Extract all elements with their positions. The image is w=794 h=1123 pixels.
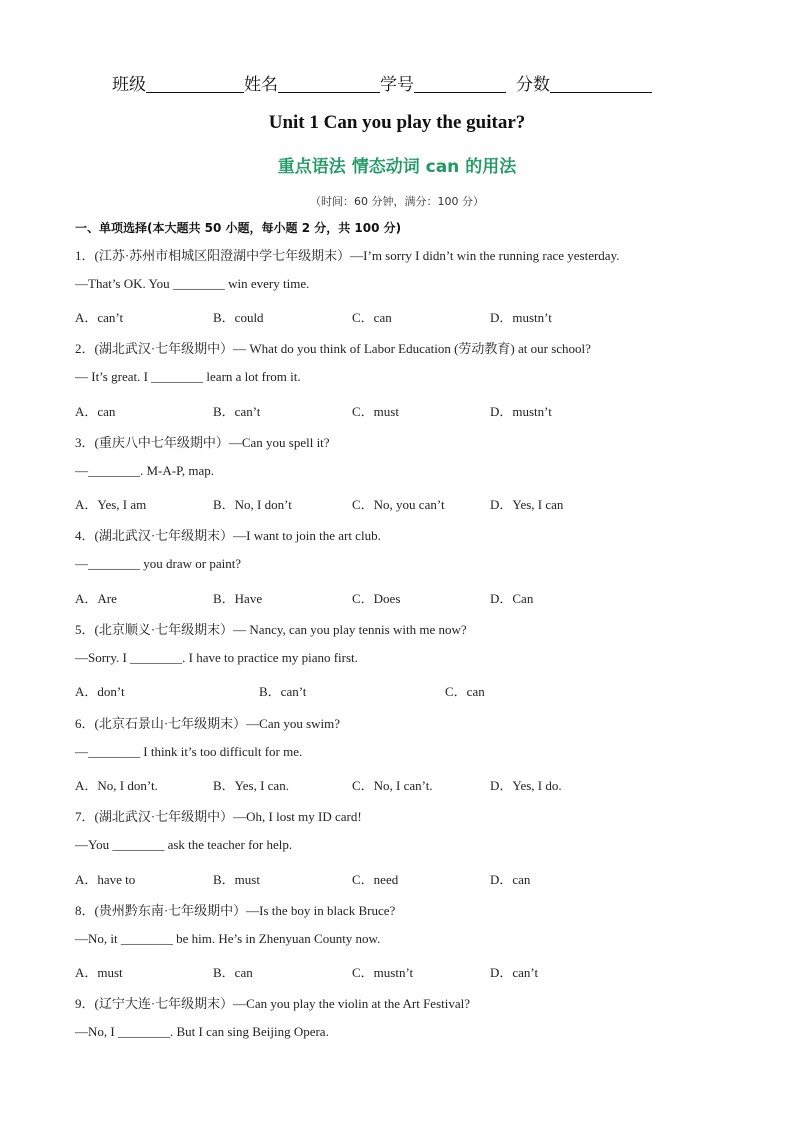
question-3-option-c[interactable]: C．No, you can’t [352, 497, 445, 512]
question-7-stem: 7．(湖北武汉·七年级期中）—Oh, I lost my ID card! [75, 809, 362, 824]
question-5-option-a[interactable]: A．don’t [75, 684, 125, 699]
question-6-dialogue: —________ I think it’s too difficult for me. [75, 744, 303, 759]
question-1-dialogue: —That’s OK. You ________ win every time. [75, 276, 310, 291]
question-7-option-b[interactable]: B．must [213, 872, 260, 887]
question-3-option-d[interactable]: D．Yes, I can [490, 497, 564, 512]
question-7-option-c[interactable]: C．need [352, 872, 399, 887]
student-number-blank[interactable] [414, 74, 506, 93]
question-6-option-a[interactable]: A．No, I don’t. [75, 778, 158, 793]
question-5-dialogue: —Sorry. I ________. I have to practice my piano first. [75, 650, 358, 665]
question-3-dialogue: —________. M-A-P, map. [75, 463, 215, 478]
question-4-dialogue: —________ you draw or paint? [75, 556, 242, 571]
question-5-option-c[interactable]: C．can [445, 684, 485, 699]
question-4-stem: 4．(湖北武汉·七年级期末）—I want to join the art club. [75, 528, 381, 543]
question-2-dialogue: — It’s great. I ________ learn a lot from it. [75, 369, 301, 384]
question-2-option-a[interactable]: A．can [75, 404, 116, 419]
page-subtitle: 重点语法 情态动词 can 的用法 [277, 157, 517, 177]
name-label: 姓名 [244, 75, 278, 95]
question-5-stem: 5．(北京顺义·七年级期末）— Nancy, can you play tennis with me now? [75, 622, 467, 637]
exam-time-note: （时间：60 分钟，满分：100 分） [310, 195, 484, 208]
question-5-option-b[interactable]: B．can’t [259, 684, 307, 699]
question-1-option-d[interactable]: D．mustn’t [490, 310, 552, 325]
class-blank[interactable] [146, 74, 244, 93]
question-9-stem: 9．(辽宁大连·七年级期末）—Can you play the violin at the Art Festival? [75, 996, 471, 1011]
student-number-label: 学号 [380, 75, 414, 95]
question-7-option-a[interactable]: A．have to [75, 872, 136, 887]
class-label: 班级 [112, 75, 146, 95]
question-4-option-c[interactable]: C．Does [352, 591, 401, 606]
question-6-option-b[interactable]: B．Yes, I can. [213, 778, 289, 793]
question-7-option-d[interactable]: D．can [490, 872, 531, 887]
question-8-stem: 8．(贵州黔东南·七年级期中）—Is the boy in black Bruce? [75, 903, 396, 918]
question-4-option-b[interactable]: B．Have [213, 591, 263, 606]
section-heading: 一、单项选择(本大题共 50 小题，每小题 2 分，共 100 分) [75, 221, 402, 235]
question-1-stem: 1．(江苏·苏州市相城区阳澄湖中学七年级期末）—I’m sorry I didn’t win the running race yesterday. [75, 248, 620, 263]
question-4-option-d[interactable]: D．Can [490, 591, 534, 606]
name-blank[interactable] [278, 74, 380, 93]
question-8-option-d[interactable]: D．can’t [490, 965, 539, 980]
question-7-dialogue: —You ________ ask the teacher for help. [75, 837, 293, 852]
question-6-option-d[interactable]: D．Yes, I do. [490, 778, 562, 793]
page-title: Unit 1 Can you play the guitar? [268, 112, 526, 133]
question-2-stem: 2．(湖北武汉·七年级期中）— What do you think of Labor Education (劳动教育) at our school? [75, 341, 591, 356]
question-3-option-a[interactable]: A．Yes, I am [75, 497, 147, 512]
question-8-option-a[interactable]: A．must [75, 965, 123, 980]
question-3-option-b[interactable]: B．No, I don’t [213, 497, 292, 512]
question-9-dialogue: —No, I ________. But I can sing Beijing Opera. [75, 1024, 329, 1039]
question-2-option-d[interactable]: D．mustn’t [490, 404, 552, 419]
question-1-option-b[interactable]: B．could [213, 310, 264, 325]
question-3-stem: 3．(重庆八中七年级期中）—Can you spell it? [75, 435, 330, 450]
score-blank[interactable] [550, 74, 652, 93]
question-2-option-b[interactable]: B．can’t [213, 404, 261, 419]
question-8-dialogue: —No, it ________ be him. He’s in Zhenyuan County now. [75, 931, 381, 946]
question-4-option-a[interactable]: A．Are [75, 591, 117, 606]
score-label: 分数 [516, 75, 550, 95]
student-info-header [112, 70, 682, 95]
question-8-option-c[interactable]: C．mustn’t [352, 965, 414, 980]
question-1-option-a[interactable]: A．can’t [75, 310, 124, 325]
question-6-option-c[interactable]: C．No, I can’t. [352, 778, 433, 793]
question-6-stem: 6．(北京石景山·七年级期末）—Can you swim? [75, 716, 341, 731]
question-1-option-c[interactable]: C．can [352, 310, 392, 325]
question-2-option-c[interactable]: C．must [352, 404, 399, 419]
question-8-option-b[interactable]: B．can [213, 965, 253, 980]
